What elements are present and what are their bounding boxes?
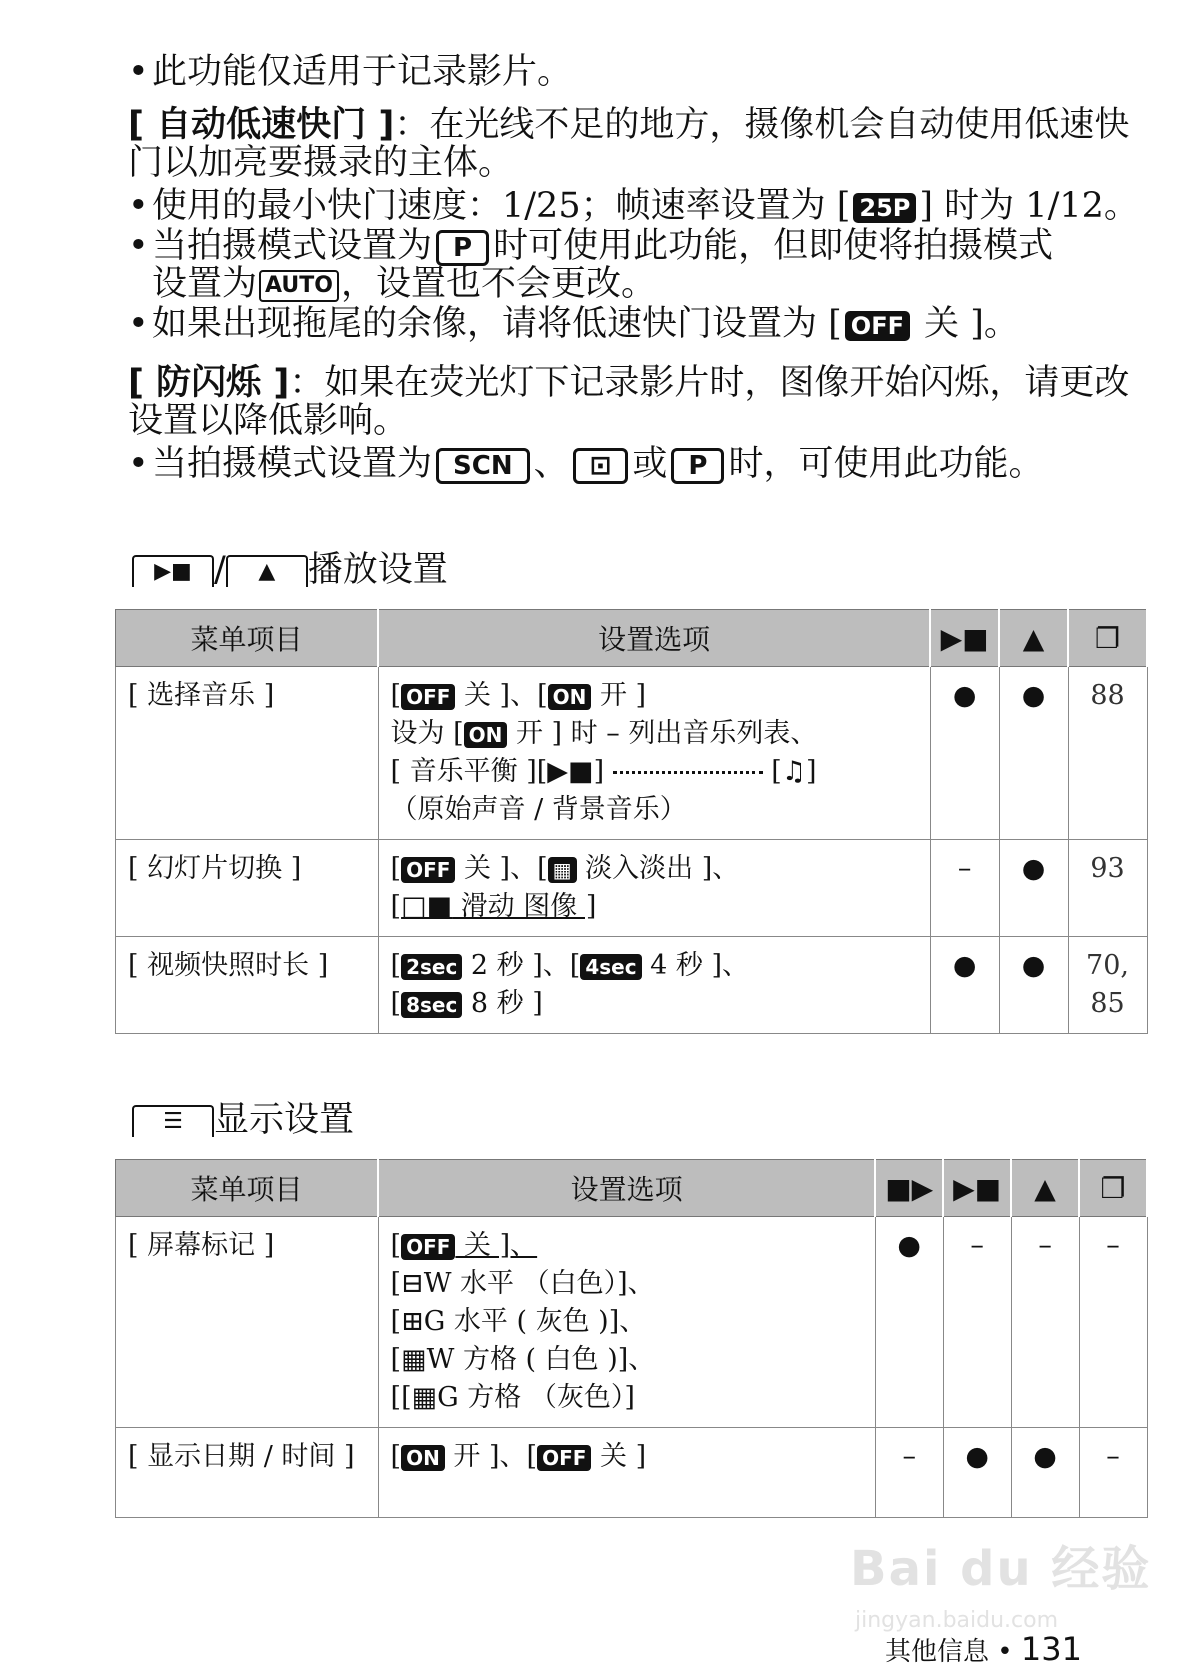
flicker-heading: [ 防闪烁 ] [128,363,290,403]
header-video-record-icon: ■▶ [875,1160,943,1217]
table-header-row [116,1160,1148,1217]
table-row [116,937,1148,1034]
off-icon: OFF [401,857,455,883]
option-text: 淡入淡出 ]、 [576,853,740,884]
header-book-icon: ❐ [1068,610,1147,667]
photo-availability: ● [999,937,1068,1034]
off-icon: OFF [401,1234,455,1260]
option-text: 设为 [ [390,718,464,749]
grid-white-icon: ▦W [401,1344,455,1375]
option-text: 关 ]、[ [455,680,548,711]
playback-settings-title [132,550,448,590]
fade-icon: ▦ [548,857,577,883]
page-number: 131 [1020,1630,1082,1668]
footer-section: 其他信息 [885,1637,990,1667]
video-icon: ▶■ [547,756,594,787]
page-ref: 93 [1068,840,1147,937]
option-text: 水平 ( 灰色 )]、 [445,1306,647,1337]
photo-availability: ● [999,840,1068,937]
separator: 或 [632,444,668,484]
25p-icon: 25P [853,193,916,223]
baidu-watermark-url: jingyan.baidu.com [855,1608,1059,1633]
bullet-text: 如果出现拖尾的余像，请将低速快门设置为 [ [152,304,842,344]
footer-separator: • [989,1637,1021,1667]
playback-settings-table [115,609,1148,1034]
slow-shutter-bullet-2: •当拍摄模式设置为 P 时可使用此功能，但即使将拍摄模式 [128,226,1054,266]
header-options: 设置选项 [378,1160,875,1217]
music-note-icon: [♫] [762,756,817,787]
bullet-text: 设置为 [152,264,258,304]
section-title-text: 显示设置 [214,1100,355,1140]
display-settings-title [132,1100,354,1140]
option-text: 方格 （灰色）] [458,1382,635,1413]
on-icon: ON [464,722,508,748]
menu-item-cell: [ 选择音乐 ] [116,667,379,840]
header-options: 设置选项 [378,610,930,667]
grid-gray-icon: ▦G [411,1382,459,1413]
page-footer [885,1630,1082,1668]
option-text: [ [390,891,402,922]
bullet-text: 使用的最小快门速度：1/25；帧速率设置为 [ [152,186,851,226]
option-text: 开 ]、[ [444,1441,538,1472]
option-text: 方格 ( 白色 )]、 [454,1344,656,1375]
table-header-row [116,610,1148,667]
program-mode-icon: P [671,448,724,484]
photo-availability: ● [1011,1428,1079,1518]
scn-mode-icon: SCN [436,448,530,484]
option-text: [ [390,988,402,1019]
video-availability: ● [930,937,999,1034]
page-ref: – [1079,1217,1147,1428]
level-gray-icon: ⊞G [401,1306,446,1337]
balance-slider [613,771,763,774]
header-menu-item: 菜单项目 [116,1160,379,1217]
slow-shutter-heading: [ 自动低速快门 ] [128,105,395,145]
2sec-icon: 2sec [401,954,462,980]
option-text: [ [390,1306,402,1337]
options-cell [378,1428,875,1518]
flicker-bullet: •当拍摄模式设置为 SCN 、 ⊡ 或 P 时，可使用此功能。 [128,444,1044,484]
slow-shutter-bullet-2-cont [128,264,656,304]
4sec-icon: 4sec [580,954,641,980]
video-availability: ● [943,1428,1011,1518]
slow-shutter-bullet-1: •使用的最小快门速度：1/25；帧速率设置为 [ 25P ] 时为 1/12。 [128,186,1139,226]
bullet-text: ] 时为 1/12。 [919,186,1139,226]
intro-text: 此功能仅适用于记录影片。 [152,52,573,92]
table-row [116,840,1148,937]
option-text: [ [390,1441,402,1472]
separator: 、 [533,444,569,484]
option-text: 关 ] [591,1441,647,1472]
table-row [116,667,1148,840]
option-text: [ [390,950,402,981]
video-record-availability: ● [875,1217,943,1428]
table-row [116,1428,1148,1518]
section-title-text: 播放设置 [307,550,448,590]
level-white-icon: ⊟W [401,1268,452,1299]
off-icon: OFF [845,311,910,341]
option-text: [ [390,1230,402,1261]
program-mode-icon: P [436,230,489,266]
option-text: [ [390,1344,402,1375]
menu-item-cell: [ 幻灯片切换 ] [116,840,379,937]
baidu-watermark-logo: Bai du 经验 [850,1541,1152,1597]
bullet-text: 当拍摄模式设置为 [152,226,433,266]
header-video-icon: ▶■ [930,610,999,667]
cinema-mode-icon: ⊡ [573,448,629,484]
video-availability: – [930,840,999,937]
table-row [116,1217,1148,1428]
option-text: 4 秒 ]、 [641,950,750,981]
flicker-desc: ：如果在荧光灯下记录影片时，图像开始闪烁，请更改设置以降低影响。 [128,363,1130,441]
bullet-text: 关 ]。 [913,304,1019,344]
header-video-icon: ▶■ [943,1160,1011,1217]
page-ref: 88 [1068,667,1147,840]
slash: / [214,550,226,590]
page-ref: – [1079,1428,1147,1518]
option-text: [ [390,1268,402,1299]
slow-shutter-desc: ：在光线不足的地方，摄像机会自动使用低速快门以加亮要摄录的主体。 [128,105,1130,183]
video-record-availability: – [875,1428,943,1518]
option-text: （原始声音 / 背景音乐） [390,794,687,825]
video-playback-icon: ▶■ [132,555,214,587]
option-text: 关 ]、[ [455,853,548,884]
option-text: 滑动 图像 ] [452,891,597,922]
photo-playback-icon: ▲ [226,555,308,587]
option-text: 关 ]、 [455,1230,538,1261]
option-text: 2 秒 ]、[ [462,950,581,981]
auto-mode-icon: AUTO [259,270,339,302]
intro-bullet: •此功能仅适用于记录影片。 [128,52,573,92]
option-text: 8 秒 ] [462,988,543,1019]
slide-icon: □■ [401,891,453,922]
slow-shutter-bullet-3: •如果出现拖尾的余像，请将低速快门设置为 [ OFF 关 ]。 [128,304,1019,344]
bullet-text: 时可使用此功能，但即使将拍摄模式 [493,226,1054,266]
menu-item-cell: [ 屏幕标记 ] [116,1217,379,1428]
off-icon: OFF [401,684,455,710]
photo-availability: ● [999,667,1068,840]
video-availability: – [943,1217,1011,1428]
bullet-text: ，设置也不会更改。 [340,264,656,304]
slow-shutter-paragraph [128,106,1138,182]
menu-item-cell: [ 显示日期 / 时间 ] [116,1428,379,1518]
options-cell [378,840,930,937]
option-text: 开 ] [591,680,647,711]
flicker-paragraph [128,364,1138,440]
options-cell [378,937,930,1034]
video-availability: ● [930,667,999,840]
bullet-text: 当拍摄模式设置为 [152,444,433,484]
options-cell [378,1217,875,1428]
menu-item-cell: [ 视频快照时长 ] [116,937,379,1034]
header-book-icon: ❐ [1079,1160,1147,1217]
on-icon: ON [548,684,592,710]
header-menu-item: 菜单项目 [116,610,379,667]
option-text: [ [390,680,402,711]
options-cell [378,667,930,840]
8sec-icon: 8sec [401,992,462,1018]
option-text: [ [390,853,402,884]
on-icon: ON [401,1445,445,1471]
display-settings-table [115,1159,1148,1518]
bullet-text: 时，可使用此功能。 [728,444,1044,484]
option-text: [ 音乐平衡 ][ [390,756,548,787]
option-text: 开 ] 时 – 列出音乐列表、 [507,718,818,749]
header-photo-icon: ▲ [999,610,1068,667]
display-settings-icon: ☰ [132,1105,214,1137]
photo-availability: – [1011,1217,1079,1428]
page-ref: 70, 85 [1068,937,1147,1034]
option-text: ] [593,756,613,787]
header-photo-icon: ▲ [1011,1160,1079,1217]
option-text: [[ [390,1382,412,1413]
option-text: 水平 （白色）]、 [451,1268,655,1299]
off-icon: OFF [537,1445,591,1471]
